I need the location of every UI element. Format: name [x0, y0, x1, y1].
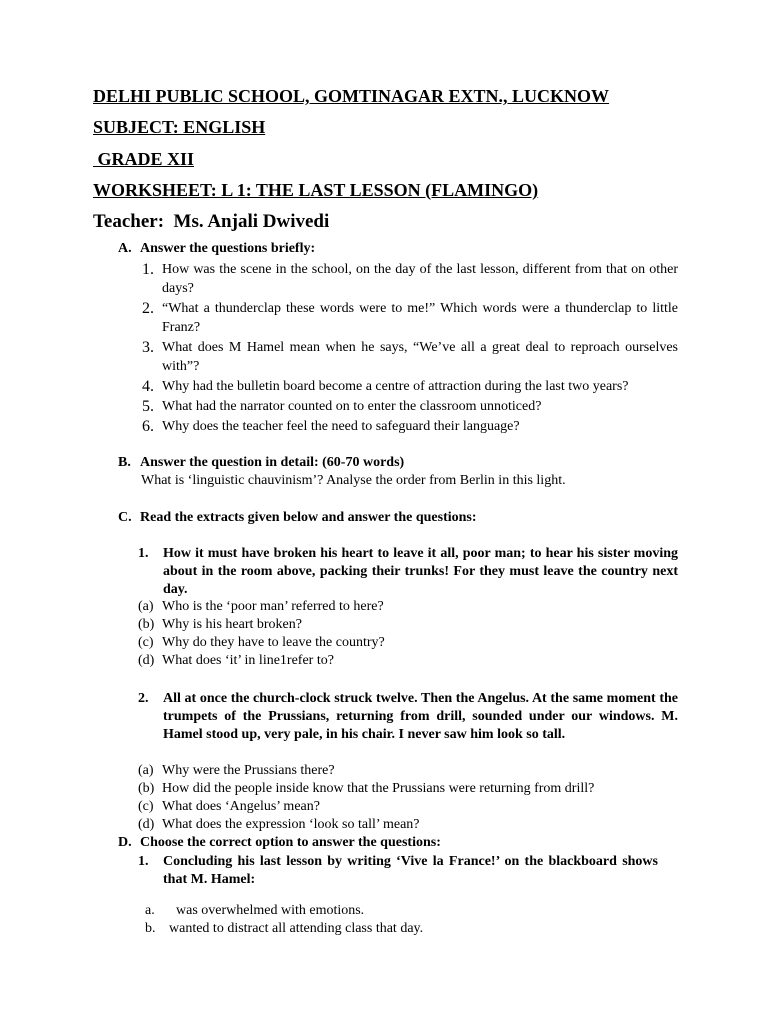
question-number: 2. — [142, 300, 154, 317]
question-text: Why had the bulletin board become a centre of attraction during the last two years? — [162, 379, 629, 394]
extract-number: 1. — [138, 546, 149, 561]
list-item — [138, 616, 385, 634]
list-item — [138, 798, 594, 816]
section-letter: D. — [118, 835, 132, 850]
list-item — [118, 377, 678, 396]
teacher-name: Teacher: Ms. Anjali Dwivedi — [93, 211, 330, 232]
question-text: What does ‘Angelus’ mean? — [162, 799, 320, 814]
section-letter: B. — [118, 455, 131, 470]
section-c-heading — [118, 510, 477, 526]
list-item — [138, 816, 594, 834]
list-item — [138, 780, 594, 798]
list-item — [118, 397, 678, 416]
school-name: DELHI PUBLIC SCHOOL, GOMTINAGAR EXTN., LUCKNOW — [93, 86, 610, 106]
list-item — [118, 299, 678, 337]
question-number: 1. — [138, 854, 149, 869]
section-letter: A. — [118, 241, 132, 256]
section-title: Answer the questions briefly: — [140, 241, 316, 256]
option-label: a. — [145, 903, 155, 918]
question-text: Why were the Prussians there? — [162, 763, 335, 778]
question-label: (d) — [138, 653, 155, 668]
question-label: (a) — [138, 763, 154, 778]
list-item — [138, 598, 385, 616]
list-item — [118, 260, 678, 298]
section-a-questions — [118, 260, 678, 437]
question-text: “What a thunderclap these words were to me!” Which words were a thunderclap to little Franz? — [162, 301, 678, 335]
question-label: (b) — [138, 617, 155, 632]
question-text: Why do they have to leave the country? — [162, 635, 385, 650]
subject-line: SUBJECT: ENGLISH — [93, 117, 266, 137]
question-text: What does M Hamel mean when he says, “We’ve all a great deal to reproach ourselves with”? — [162, 340, 678, 374]
extract-2 — [138, 690, 678, 744]
list-item — [138, 634, 385, 652]
list-item — [138, 652, 385, 670]
section-letter: C. — [118, 510, 132, 525]
question-label: (d) — [138, 817, 155, 832]
question-number: 3. — [142, 339, 154, 356]
worksheet-title: WORKSHEET: L 1: THE LAST LESSON (FLAMINGO) — [93, 180, 539, 200]
question-number: 1. — [142, 261, 154, 278]
extract-1-questions — [138, 598, 385, 670]
question-number: 5. — [142, 398, 154, 415]
option-b — [145, 920, 423, 938]
question-label: (c) — [138, 799, 154, 814]
section-b-question: What is ‘linguistic chauvinism’? Analyse the order from Berlin in this light. — [141, 473, 566, 488]
extract-text: All at once the church-clock struck twelve. Then the Angelus. At the same moment the trumpets of the Prussians, returning from drill, sounded under our windows. M. Hamel stood up, very pale, in his chair. I never saw him look so tall. — [163, 691, 678, 742]
section-a-heading — [118, 241, 315, 257]
question-text: What does the expression ‘look so tall’ mean? — [162, 817, 420, 832]
section-title: Read the extracts given below and answer the questions: — [140, 510, 477, 525]
option-label: b. — [145, 921, 156, 936]
extract-text: How it must have broken his heart to leave it all, poor man; to hear his sister moving about in the room above, packing their trunks! For they must leave the country next day. — [163, 546, 678, 597]
question-label: (a) — [138, 599, 154, 614]
section-title: Answer the question in detail: (60-70 words) — [140, 455, 405, 470]
question-text: How did the people inside know that the Prussians were returning from drill? — [162, 781, 595, 796]
question-text: What does ‘it’ in line1refer to? — [162, 653, 334, 668]
question-text: Who is the ‘poor man’ referred to here? — [162, 599, 384, 614]
option-text: was overwhelmed with emotions. — [169, 903, 365, 918]
section-title: Choose the correct option to answer the questions: — [140, 835, 441, 850]
extract-2-questions — [138, 762, 594, 834]
section-d-heading — [118, 835, 441, 851]
list-item — [118, 338, 678, 376]
question-text: Concluding his last lesson by writing ‘Vive la France!’ on the blackboard shows that M. Hamel: — [163, 854, 658, 887]
option-a — [145, 902, 423, 920]
question-text: What had the narrator counted on to enter the classroom unnoticed? — [162, 399, 542, 414]
extract-number: 2. — [138, 691, 149, 706]
list-item — [138, 762, 594, 780]
question-number: 6. — [142, 418, 154, 435]
question-label: (c) — [138, 635, 154, 650]
question-text: Why does the teacher feel the need to safeguard their language? — [162, 419, 520, 434]
question-text: Why is his heart broken? — [162, 617, 302, 632]
option-text: wanted to distract all attending class that day. — [169, 921, 424, 936]
question-number: 4. — [142, 378, 154, 395]
section-b-heading — [118, 455, 404, 471]
question-label: (b) — [138, 781, 155, 796]
grade-line: GRADE XII — [93, 149, 195, 169]
question-text: How was the scene in the school, on the day of the last lesson, different from that on other days? — [162, 262, 678, 296]
section-d-options — [145, 902, 423, 938]
extract-1 — [138, 545, 678, 599]
list-item — [118, 417, 678, 436]
section-d-question — [138, 853, 658, 889]
